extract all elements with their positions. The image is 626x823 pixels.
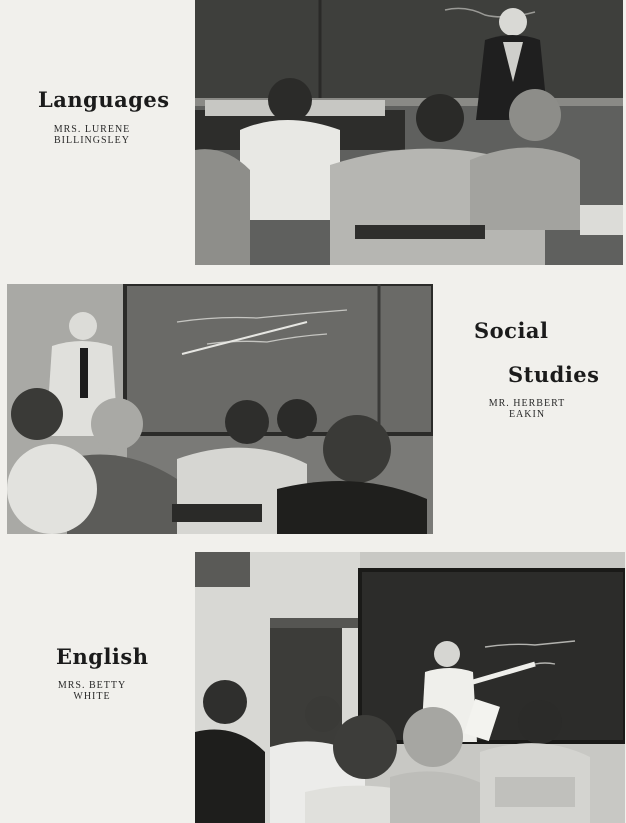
social-studies-teacher-name-line1: MR. HERBERT bbox=[488, 398, 566, 409]
social-studies-heading-line2: Studies bbox=[508, 362, 600, 387]
social-studies-heading-line1: Social bbox=[474, 318, 549, 343]
english-heading: English bbox=[56, 644, 149, 669]
languages-classroom-photo bbox=[195, 0, 623, 265]
languages-heading: Languages bbox=[38, 87, 170, 112]
english-classroom-photo bbox=[195, 552, 625, 823]
english-teacher-name-line2: WHITE bbox=[73, 691, 111, 702]
languages-teacher-name-line2: BILLINGSLEY bbox=[54, 135, 130, 146]
social-studies-teacher-name-line2: EAKIN bbox=[508, 409, 546, 420]
social-studies-classroom-photo bbox=[7, 284, 433, 534]
languages-teacher-name-line1: MRS. LURENE bbox=[53, 124, 131, 135]
english-teacher-name-line1: MRS. BETTY bbox=[57, 680, 127, 691]
